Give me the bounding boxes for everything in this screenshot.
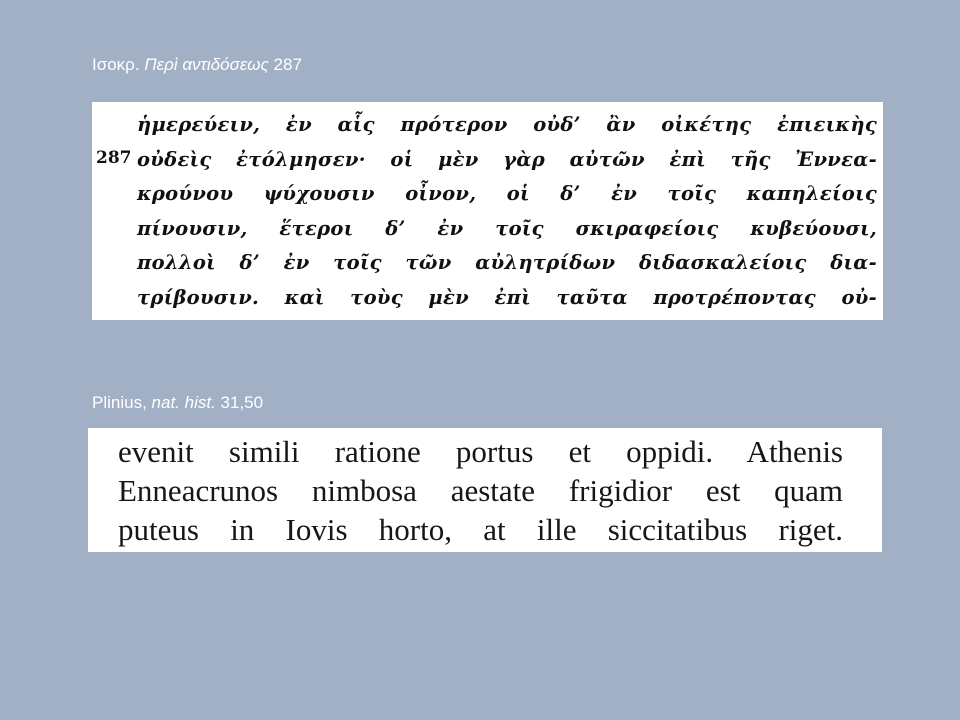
caption-author: Plinius, xyxy=(92,393,147,412)
greek-text-line: τρίβουσιν. καὶ τοὺς μὲν ἐπὶ ταῦτα προτρέποντας οὐ- xyxy=(137,285,877,309)
caption-work-title: nat. hist. xyxy=(151,393,216,412)
greek-text-lines xyxy=(137,108,877,315)
latin-text-line: evenit simili ratione portus et oppidi. Athenis xyxy=(118,434,843,469)
greek-text-line: ἡμερεύειν, ἐν αἷς πρότερον οὐδ’ ἂν οἰκέτης ἐπιεικὴς xyxy=(137,113,877,136)
caption-reference: 287 xyxy=(273,55,302,74)
caption-reference: 31,50 xyxy=(220,393,264,412)
latin-text-scan xyxy=(88,428,882,552)
latin-text-line: Enneacrunos nimbosa aestate frigidior est quam xyxy=(118,473,843,508)
caption-author: Ισοκρ. xyxy=(92,55,140,74)
caption-work-title: Περὶ αντιδόσεως xyxy=(144,55,269,74)
latin-excerpt-caption xyxy=(92,393,263,413)
greek-text-line: οὐδεὶς ἐτόλμησεν· οἱ μὲν γὰρ αὐτῶν ἐπὶ τῆς Ἐννεα- xyxy=(137,147,877,171)
greek-text-line: κρούνου ψύχουσιν οἶνον, οἱ δ’ ἐν τοῖς καπηλείοις xyxy=(137,182,877,205)
greek-text-line: πολλοὶ δ’ ἐν τοῖς τῶν αὐλητρίδων διδασκαλείοις δια- xyxy=(137,251,877,274)
latin-text-line: puteus in Iovis horto, at ille siccitatibus riget. xyxy=(118,512,843,547)
latin-text-lines xyxy=(118,432,843,549)
greek-text-line: πίνουσιν, ἕτεροι δ’ ἐν τοῖς σκιραφείοις κυβεύουσι, xyxy=(137,216,877,240)
margin-section-number: 287 xyxy=(96,148,132,168)
greek-text-scan xyxy=(92,102,883,320)
greek-excerpt-caption xyxy=(92,55,302,75)
